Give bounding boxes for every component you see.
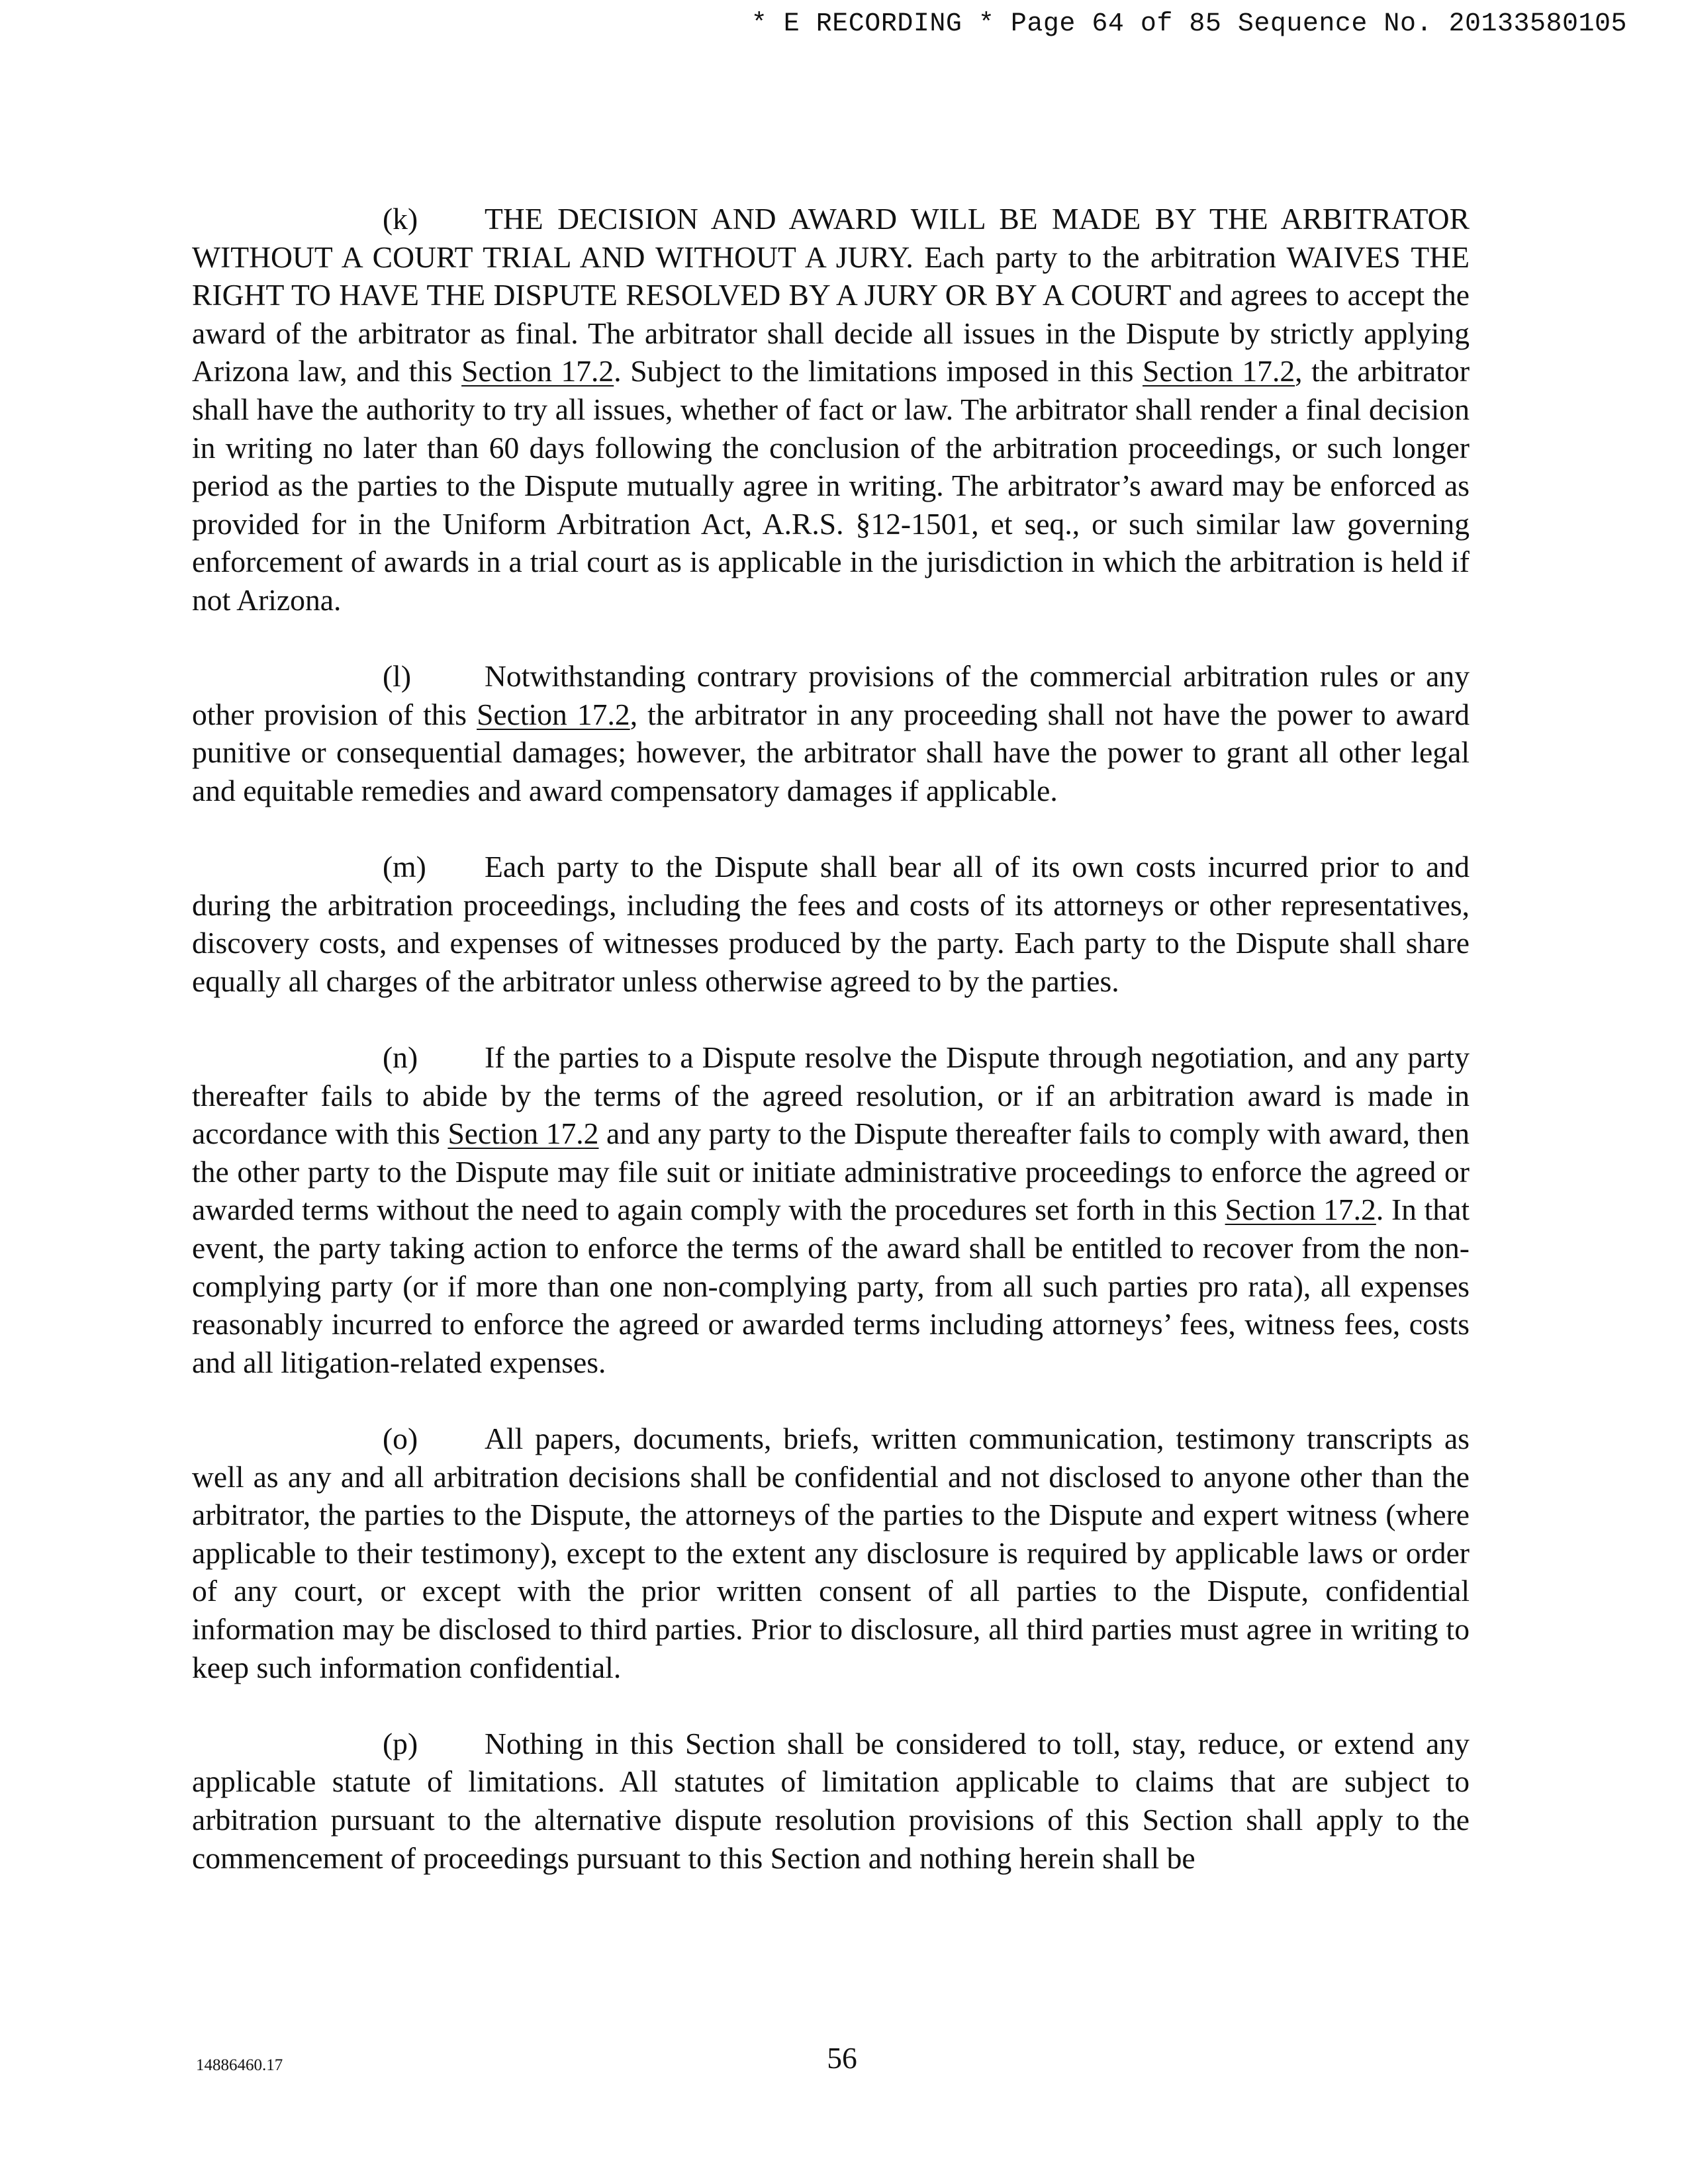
section-reference: Section 17.2 — [461, 354, 614, 388]
paragraph-text: , the arbitrator shall have the authority to try all issues, whether of fact or law. The arbitrator shall render a final decision in writing no later than 60 days following the conclusion of the arbitration proceedings, or such longer period as the parties to the Dispute mutually agree in writing. The arbitrator’s award may be enforced as provided for in the Uniform Arbitration Act, A.R.S. §12-1501, et seq., or such similar law governing enforcement of awards in a trial court as is applicable in the jurisdiction in which the arbitration is held if not Arizona. — [192, 354, 1470, 617]
paragraph-label: (k) — [383, 202, 418, 236]
paragraph-text: Nothing in this Section shall be considered to toll, stay, reduce, or extend any applicable statute of limitations. All statutes of limitation applicable to claims that are subject to arbitration pursuant to the alternative dispute resolution provisions of this Section shall apply to the commencement of proceedings pursuant to this Section and nothing herein shall be — [192, 1726, 1470, 1875]
paragraph-text: . Subject to the limitations imposed in this — [614, 354, 1143, 388]
paragraph-text: THE DECISION AND AWARD WILL BE MADE BY THE ARBITRATOR WITHOUT A COURT TRIAL AND WITHOUT A JURY. Each party to the arbitration WAIVES THE RIGHT TO HAVE THE DISPUTE RESOLVED BY A JURY OR BY A COURT and agrees to accept the award of the arbitrator as final. The arbitrator shall decide all issues in the Dispute by strictly applying Arizona law, and this — [192, 202, 1470, 388]
paragraph-text: . In that event, the party taking action to enforce the terms of the award shall be entitled to recover from the non-complying party (or if more than one non-complying party, from all such parties pro rata), all expenses reasonably incurred to enforce the agreed or awarded terms including attorneys’ fees, witness fees, costs and all litigation-related expenses. — [192, 1193, 1470, 1379]
document-body — [192, 200, 1470, 1915]
document-id: 14886460.17 — [196, 2056, 283, 2074]
paragraph-text: If the parties to a Dispute resolve the Dispute through negotiation, and any party thereafter fails to abide by the terms of the agreed resolution, or if an arbitration award is made in accordance with this — [192, 1040, 1470, 1151]
paragraph-l — [192, 657, 1470, 809]
page-number: 56 — [827, 2041, 857, 2075]
paragraph-k — [192, 200, 1470, 619]
paragraph-label: (o) — [383, 1422, 418, 1455]
paragraph-o — [192, 1420, 1470, 1686]
recording-header: * E RECORDING * Page 64 of 85 Sequence No. 20133580105 — [751, 9, 1627, 39]
paragraph-label: (p) — [383, 1726, 418, 1760]
section-reference: Section 17.2 — [447, 1116, 599, 1151]
section-reference: Section 17.2 — [1143, 354, 1295, 388]
paragraph-text: Notwithstanding contrary provisions of the commercial arbitration rules or any other provision of this — [192, 659, 1470, 731]
section-reference: Section 17.2 — [477, 697, 630, 731]
paragraph-text: Each party to the Dispute shall bear all of its own costs incurred prior to and during the arbitration proceedings, including the fees and costs of its attorneys or other representatives, discovery costs, and expenses of witnesses produced by the party. Each party to the Dispute shall share equally all charges of the arbitrator unless otherwise agreed to by the parties. — [192, 850, 1470, 998]
paragraph-n — [192, 1038, 1470, 1381]
paragraph-m — [192, 848, 1470, 1000]
paragraph-text: , the arbitrator in any proceeding shall not have the power to award punitive or consequential damages; however, the arbitrator shall have the power to grant all other legal and equitable remedies and award compensatory damages if applicable. — [192, 697, 1470, 807]
paragraph-p — [192, 1725, 1470, 1877]
paragraph-label: (l) — [383, 659, 412, 694]
paragraph-label: (m) — [383, 850, 426, 884]
paragraph-text: All papers, documents, briefs, written communication, testimony transcripts as well as any and all arbitration decisions shall be confidential and not disclosed to anyone other than the arbitrator, the parties to the Dispute, the attorneys of the parties to the Dispute and expert witness (where applicable to their testimony), except to the extent any disclosure is required by applicable laws or order of any court, or except with the prior written consent of all parties to the Dispute, confidential information may be disclosed to third parties. Prior to disclosure, all third parties must agree in writing to keep such information confidential. — [192, 1422, 1470, 1684]
paragraph-text: and any party to the Dispute thereafter fails to comply with award, then the other party to the Dispute may file suit or initiate administrative proceedings to enforce the agreed or awarded terms without the need to again comply with the procedures set forth in this — [192, 1116, 1470, 1227]
paragraph-label: (n) — [383, 1040, 418, 1075]
section-reference: Section 17.2 — [1225, 1193, 1376, 1227]
